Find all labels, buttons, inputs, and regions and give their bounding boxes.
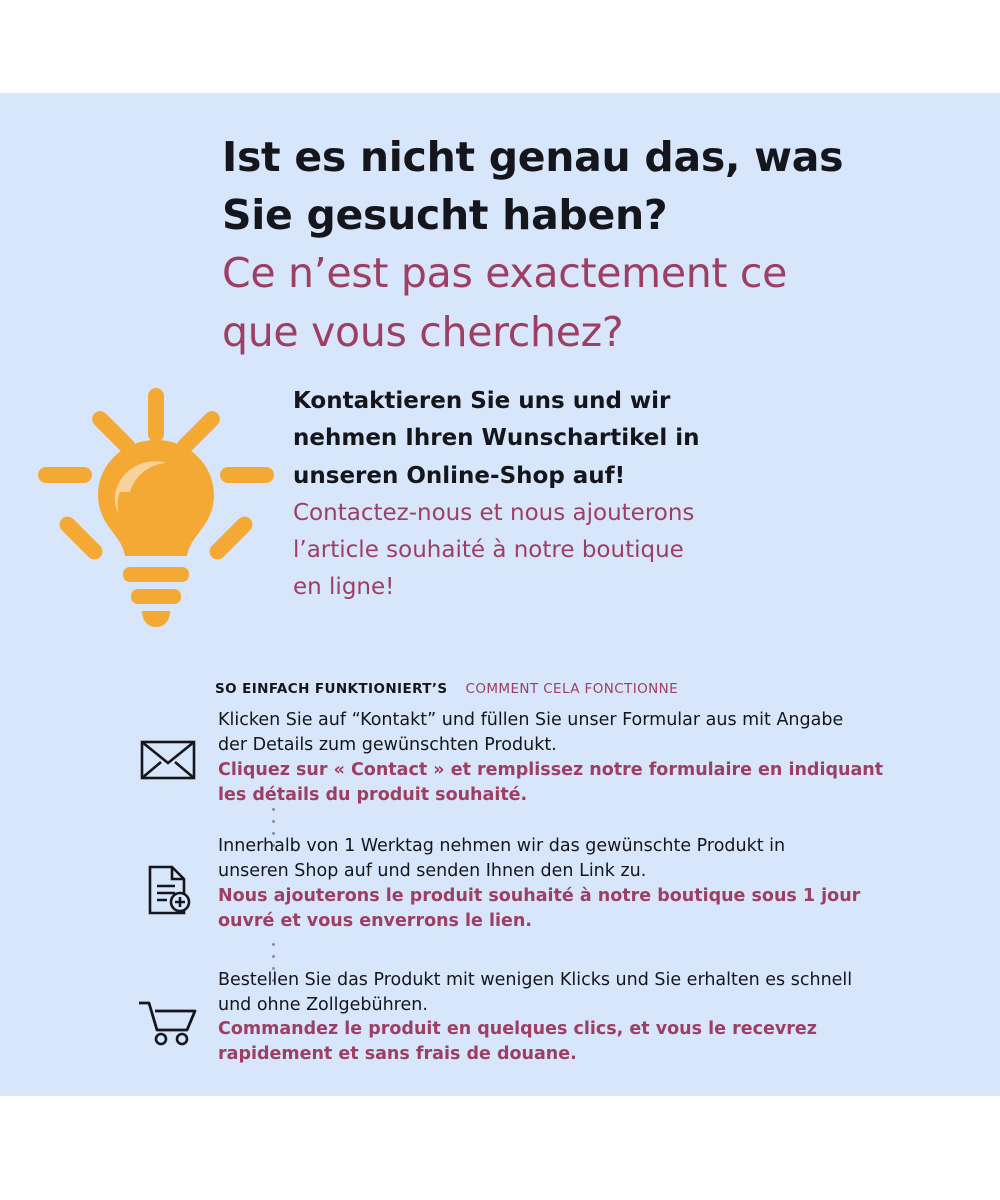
howto-steps [118, 708, 948, 1067]
list-item [118, 708, 948, 807]
subcopy-fr-line1: Contactez-nous et nous ajouterons [293, 499, 695, 526]
subcopy-de-line2: nehmen Ihren Wunschartikel in [293, 425, 700, 452]
page-title [222, 128, 942, 361]
lightbulb-illustration [30, 380, 280, 635]
step1-de-line1: Klicken Sie auf “Kontakt” und füllen Sie unser Formular aus mit Angabe [218, 710, 844, 730]
step3-de-line2: und ohne Zollgebühren. [218, 994, 428, 1015]
step1-fr-line1: Cliquez sur « Contact » et remplissez notre formulaire en indiquant [218, 759, 884, 780]
subcopy-fr-line2: l’article souhaité à notre boutique [293, 537, 684, 563]
step3-fr-line1: Commandez le produit en quelques clics, et vous le recevrez [218, 1019, 817, 1040]
step3-fr-line2: rapidement et sans frais de douane. [218, 1044, 577, 1065]
step2-fr-line2: ouvré et vous enverrons le lien. [218, 910, 532, 931]
step-text-1 [218, 708, 948, 807]
step1-fr-line2: les détails du produit souhaité. [218, 784, 528, 805]
envelope-icon [118, 708, 218, 782]
headline-de-line2: Sie gesucht haben? [222, 191, 668, 240]
list-item [118, 968, 948, 1067]
headline-fr-line1: Ce n’est pas exactement ce [222, 249, 788, 298]
shopping-cart-icon [118, 968, 218, 1046]
document-add-icon [118, 834, 218, 916]
step-text-2 [218, 834, 948, 933]
step2-fr-line1: Nous ajouterons le produit souhaité à notre boutique sous 1 jour [218, 886, 861, 907]
subcopy-de-line3: unseren Online-Shop auf! [293, 462, 626, 489]
subcopy-fr-line3: en ligne! [293, 574, 395, 601]
howto-heading [215, 681, 678, 697]
step2-de-line2: unseren Shop auf und senden Ihnen den Link zu. [218, 861, 647, 882]
subcopy [293, 383, 893, 607]
subcopy-de-line1: Kontaktieren Sie uns und wir [293, 388, 671, 414]
headline-fr-line2: que vous cherchez? [222, 307, 624, 356]
lightbulb-icon [30, 380, 280, 635]
step3-de-line1: Bestellen Sie das Produkt mit wenigen Klicks und Sie erhalten es schnell [218, 969, 853, 990]
howto-heading-fr: COMMENT CELA FONCTIONNE [465, 681, 679, 697]
howto-heading-de: SO EINFACH FUNKTIONIERT’S [215, 681, 448, 697]
headline-de-line1: Ist es nicht genau das, was [222, 133, 844, 181]
step1-de-line2: der Details zum gewünschten Produkt. [218, 734, 557, 755]
list-item [118, 834, 948, 933]
step-text-3 [218, 968, 948, 1067]
step2-de-line1: Innerhalb von 1 Werktag nehmen wir das gewünschte Produkt in [218, 836, 786, 857]
